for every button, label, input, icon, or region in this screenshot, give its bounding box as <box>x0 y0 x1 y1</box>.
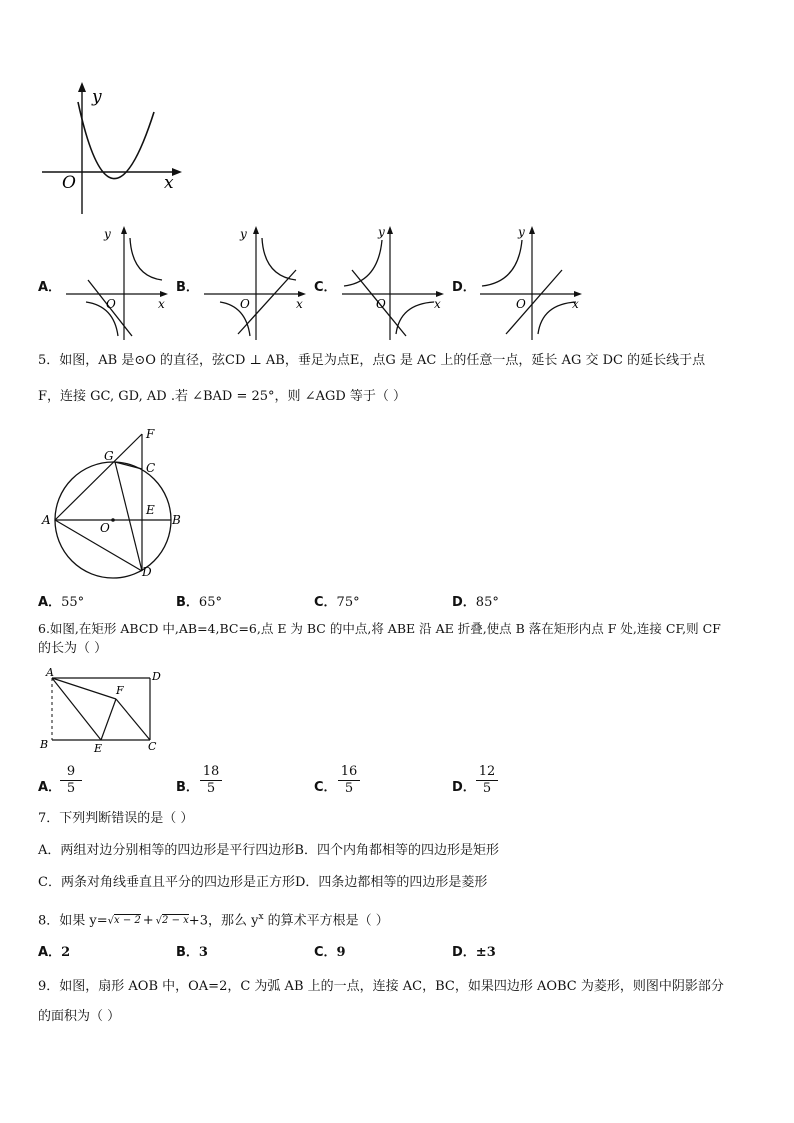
fraction <box>60 764 82 797</box>
x-axis-label: x <box>434 297 441 311</box>
q8-stem <box>38 908 389 930</box>
option-value: 75° <box>336 595 360 610</box>
point-a-label: A <box>42 513 51 527</box>
option-label: B． <box>176 595 199 610</box>
radical-1: √x − 2 <box>107 915 141 927</box>
q9-stem-line1: 9．如图，扇形 AOB 中，OA=2，C 为弧 AB 上的一点，连接 AC，BC，如果四边形 AOBC 为菱形，则图中阴影部分 <box>38 979 724 994</box>
point-b-label: B <box>172 513 181 527</box>
q5-circle-figure <box>38 424 188 584</box>
q4-option-b-graph <box>200 224 310 342</box>
option-label: D． <box>452 595 476 610</box>
q4-option-d-label[interactable]: D． <box>452 280 476 295</box>
parabola-graph <box>38 80 188 220</box>
point-a-label: A <box>46 666 54 679</box>
point-c-label: C <box>148 740 157 753</box>
option-label: D． <box>452 945 476 960</box>
q4-option-a-label[interactable]: A． <box>38 280 62 295</box>
q4-option-b-label[interactable]: B． <box>176 280 199 295</box>
origin-label: O <box>106 297 116 311</box>
option-label: C． <box>314 780 337 795</box>
q4-option-c-graph <box>338 224 448 342</box>
option-value: 65° <box>198 595 222 610</box>
q8-option-b[interactable] <box>176 944 208 962</box>
q7-options-ab[interactable]: A．两组对边分别相等的四边形是平行四边形B．四个内角都相等的四边形是矩形 <box>38 843 499 858</box>
origin-label: O <box>240 297 250 311</box>
origin-label: O <box>62 173 76 193</box>
option-label: B． <box>176 945 199 960</box>
q5-option-d[interactable] <box>452 594 499 612</box>
point-g-label: G <box>104 449 114 463</box>
point-d-label: D <box>152 670 161 683</box>
q5-stem-line1: 5．如图，AB 是⊙O 的直径，弦CD ⊥ AB，垂足为点E，点G 是 AC 上的任意一点，延长 AG 交 DC 的延长线于点 <box>38 353 706 368</box>
option-value: 9 <box>336 945 346 960</box>
origin-label: O <box>376 297 386 311</box>
y-axis-label: y <box>104 227 111 241</box>
q8-option-c[interactable] <box>314 944 346 962</box>
q6-option-d[interactable] <box>452 764 552 804</box>
y-axis-label: y <box>240 227 247 241</box>
radicand-1: x − 2 <box>114 915 141 927</box>
q7-stem: 7．下列判断错误的是（ ） <box>38 811 194 826</box>
denominator: 5 <box>482 781 492 796</box>
point-f-label: F <box>116 684 124 697</box>
y-axis-label: y <box>518 225 525 239</box>
fraction <box>200 764 222 797</box>
y-axis-label: y <box>378 225 385 239</box>
origin-label: O <box>516 297 526 311</box>
plus-sign: + <box>142 913 154 929</box>
point-b-label: B <box>40 738 49 751</box>
exponent-x: x <box>258 912 264 922</box>
q5-stem-line2: F，连接 GC, GD, AD .若 ∠BAD = 25°，则 ∠AGD 等于（ ） <box>38 389 407 404</box>
x-axis-label: x <box>164 173 174 193</box>
q7-options-cd[interactable]: C．两条对角线垂直且平分的四边形是正方形D．四条边都相等的四边形是菱形 <box>38 875 488 890</box>
point-f-label: F <box>146 427 155 441</box>
option-value: 85° <box>475 595 499 610</box>
denominator: 5 <box>206 781 216 796</box>
option-label: C． <box>314 945 337 960</box>
q6-option-a[interactable] <box>38 764 138 804</box>
option-value: 2 <box>61 945 71 960</box>
q6-stem-line1: 6.如图,在矩形 ABCD 中,AB=4,BC=6,点 E 为 BC 的中点,将 ABE 沿 AE 折叠,使点 B 落在矩形内点 F 处,连接 CF,则 CF <box>38 621 721 636</box>
option-value: ±3 <box>475 945 496 960</box>
numerator: 18 <box>200 764 222 781</box>
q8-option-a[interactable] <box>38 944 70 962</box>
option-label: A． <box>38 945 62 960</box>
q6-option-c[interactable] <box>314 764 414 804</box>
option-value: 3 <box>198 945 208 960</box>
x-axis-label: x <box>158 297 165 311</box>
q4-option-a-graph <box>62 224 172 342</box>
x-axis-label: x <box>296 297 303 311</box>
option-value: 55° <box>61 595 85 610</box>
radicand-2: 2 − x <box>162 915 189 927</box>
option-label: C． <box>314 595 337 610</box>
radical-2: √2 − x <box>155 915 189 927</box>
point-e-label: E <box>94 742 103 755</box>
fraction <box>476 764 498 797</box>
q4-option-c-label[interactable]: C． <box>314 280 337 295</box>
q6-option-b[interactable] <box>176 764 276 804</box>
point-d-label: D <box>142 565 152 579</box>
option-label: A． <box>38 780 62 795</box>
y-axis-label: y <box>92 87 102 107</box>
point-c-label: C <box>146 461 156 475</box>
point-e-label: E <box>146 503 155 517</box>
x-axis-label: x <box>572 297 579 311</box>
center-o-label: O <box>100 521 110 535</box>
q6-stem-line2: 的长为（ ） <box>38 641 108 656</box>
numerator: 12 <box>476 764 498 781</box>
q8-stem-mid: +3，那么 y <box>188 913 259 929</box>
denominator: 5 <box>344 781 354 796</box>
q8-option-d[interactable] <box>452 944 496 962</box>
numerator: 16 <box>338 764 360 781</box>
q8-stem-start: 8．如果 y= <box>38 913 108 929</box>
option-label: A． <box>38 595 62 610</box>
q5-option-c[interactable] <box>314 594 360 612</box>
q8-stem-end: 的算术平方根是（ ） <box>263 913 389 929</box>
option-label: D． <box>452 780 476 795</box>
denominator: 5 <box>66 781 76 796</box>
numerator: 9 <box>60 764 82 781</box>
q6-rectangle-figure <box>38 666 168 756</box>
option-label: B． <box>176 780 199 795</box>
q5-option-a[interactable] <box>38 594 84 612</box>
q5-option-b[interactable] <box>176 594 222 612</box>
q4-option-d-graph <box>476 224 586 342</box>
fraction <box>338 764 360 797</box>
q9-stem-line2: 的面积为（ ） <box>38 1009 121 1024</box>
